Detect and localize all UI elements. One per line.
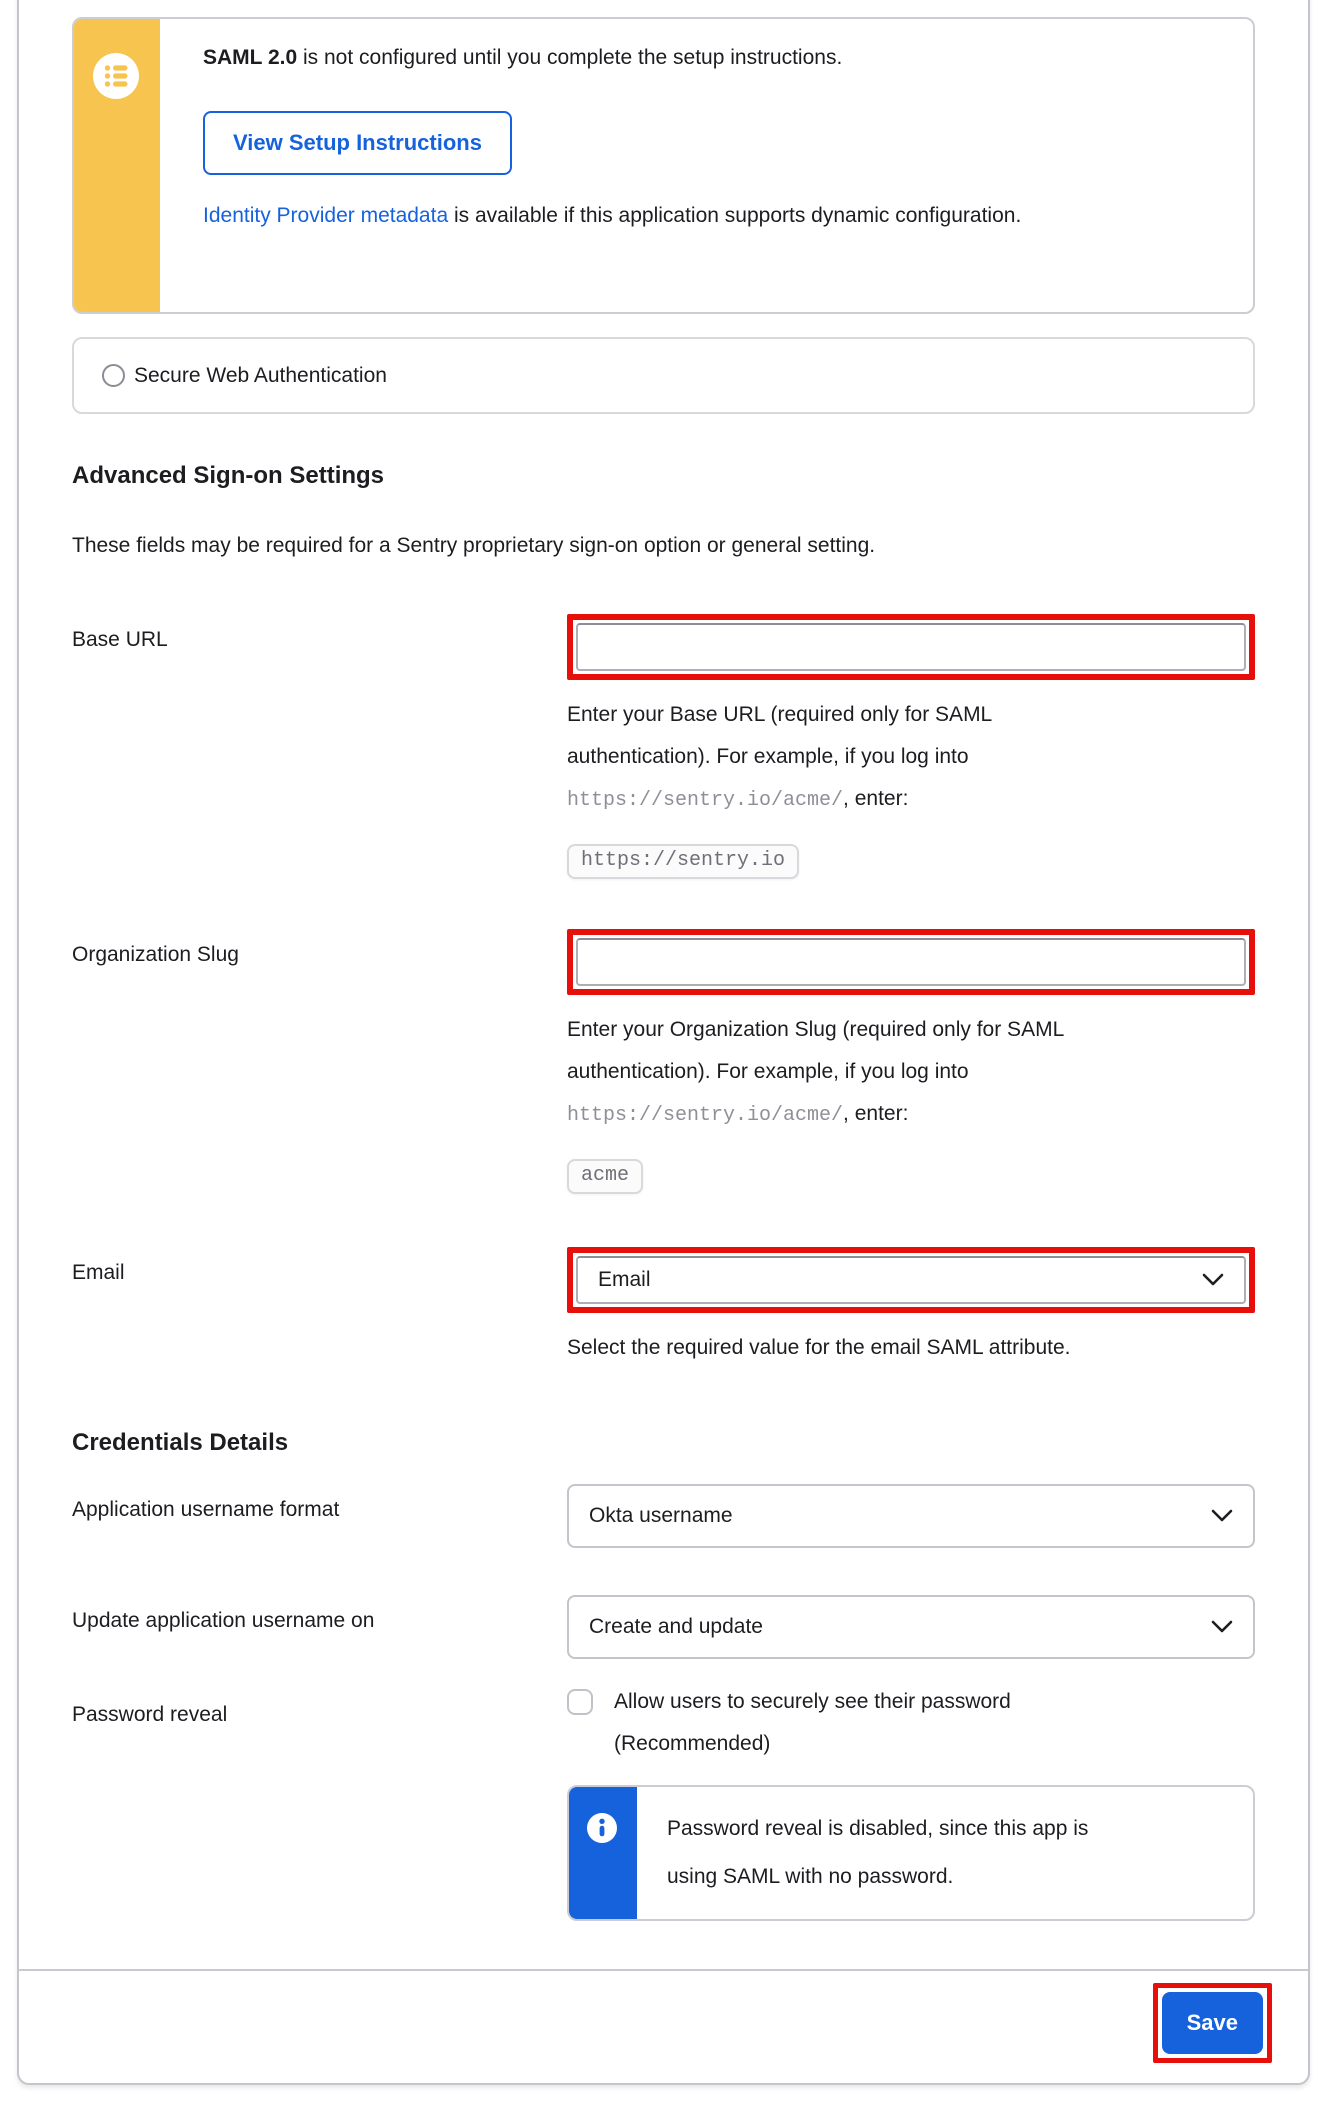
update-username-row bbox=[72, 1595, 1255, 1659]
organization-slug-example-badge: acme bbox=[567, 1159, 643, 1194]
base-url-example-badge: https://sentry.io bbox=[567, 844, 799, 879]
warning-stripe bbox=[72, 17, 160, 314]
organization-slug-row bbox=[72, 929, 1255, 1194]
email-annotation bbox=[567, 1247, 1255, 1313]
advanced-signon-description: These fields may be required for a Sentry proprietary sign-on option or general setting. bbox=[72, 534, 876, 557]
credentials-details-heading: Credentials Details bbox=[72, 1429, 289, 1456]
base-url-input[interactable] bbox=[576, 623, 1246, 671]
username-format-label: Application username format bbox=[72, 1498, 340, 1521]
swa-radio-label: Secure Web Authentication bbox=[134, 363, 387, 387]
info-icon bbox=[587, 1813, 617, 1848]
metadata-text: Identity Provider metadata is available if this application supports dynamic configuration. bbox=[203, 204, 1022, 227]
base-url-help: Enter your Base URL (required only for SAML authentication). For example, if you log into https://sentry.io/acme/, enter: bbox=[567, 703, 992, 812]
email-help: Select the required value for the email SAML attribute. bbox=[567, 1336, 1071, 1359]
organization-slug-input[interactable] bbox=[576, 938, 1246, 986]
chevron-down-icon bbox=[1211, 1615, 1233, 1639]
form-footer bbox=[19, 1969, 1308, 2083]
list-icon bbox=[93, 53, 139, 104]
email-label: Email bbox=[72, 1261, 125, 1284]
update-username-label: Update application username on bbox=[72, 1609, 375, 1632]
saml-status-text: SAML 2.0 is not configured until you complete the setup instructions. bbox=[203, 46, 843, 69]
chevron-down-icon bbox=[1211, 1504, 1233, 1528]
password-reveal-info-text: Password reveal is disabled, since this app is using SAML with no password. bbox=[667, 1817, 1089, 1888]
base-url-label: Base URL bbox=[72, 628, 168, 651]
username-format-row bbox=[72, 1484, 1255, 1548]
organization-slug-example-url: https://sentry.io/acme/ bbox=[567, 1104, 844, 1127]
password-reveal-row bbox=[72, 1689, 1255, 1921]
password-reveal-checkbox-label: Allow users to securely see their password (Recommended) bbox=[614, 1690, 1011, 1755]
save-button-annotation bbox=[1153, 1983, 1272, 2063]
base-url-row bbox=[72, 614, 1255, 879]
swa-option-box[interactable] bbox=[72, 337, 1255, 414]
username-format-value: Okta username bbox=[589, 1504, 733, 1527]
identity-provider-metadata-link[interactable]: Identity Provider metadata bbox=[203, 204, 449, 227]
chevron-down-icon bbox=[1202, 1268, 1224, 1292]
organization-slug-label: Organization Slug bbox=[72, 943, 239, 966]
base-url-annotation bbox=[567, 614, 1255, 680]
update-username-value: Create and update bbox=[589, 1615, 763, 1638]
sign-on-settings-card bbox=[17, 0, 1310, 2085]
email-row bbox=[72, 1247, 1255, 1369]
password-reveal-checkbox[interactable] bbox=[567, 1689, 593, 1715]
update-username-select[interactable] bbox=[567, 1595, 1255, 1659]
base-url-example-url: https://sentry.io/acme/ bbox=[567, 789, 844, 812]
email-select[interactable] bbox=[576, 1256, 1246, 1304]
info-stripe bbox=[567, 1785, 637, 1921]
organization-slug-annotation bbox=[567, 929, 1255, 995]
organization-slug-help: Enter your Organization Slug (required only for SAML authentication). For example, if you log into https://sentry.io/acme/, enter: bbox=[567, 1018, 1064, 1127]
saml-warning-banner bbox=[72, 17, 1255, 314]
email-select-value: Email bbox=[598, 1268, 651, 1291]
username-format-select[interactable] bbox=[567, 1484, 1255, 1548]
saml-status-bold: SAML 2.0 bbox=[203, 46, 298, 69]
swa-radio[interactable] bbox=[102, 364, 125, 387]
password-reveal-info-banner bbox=[567, 1785, 1255, 1921]
save-button[interactable]: Save bbox=[1162, 1992, 1263, 2054]
advanced-signon-heading: Advanced Sign-on Settings bbox=[72, 462, 385, 489]
password-reveal-label: Password reveal bbox=[72, 1703, 228, 1726]
view-setup-instructions-button[interactable]: View Setup Instructions bbox=[203, 111, 512, 175]
